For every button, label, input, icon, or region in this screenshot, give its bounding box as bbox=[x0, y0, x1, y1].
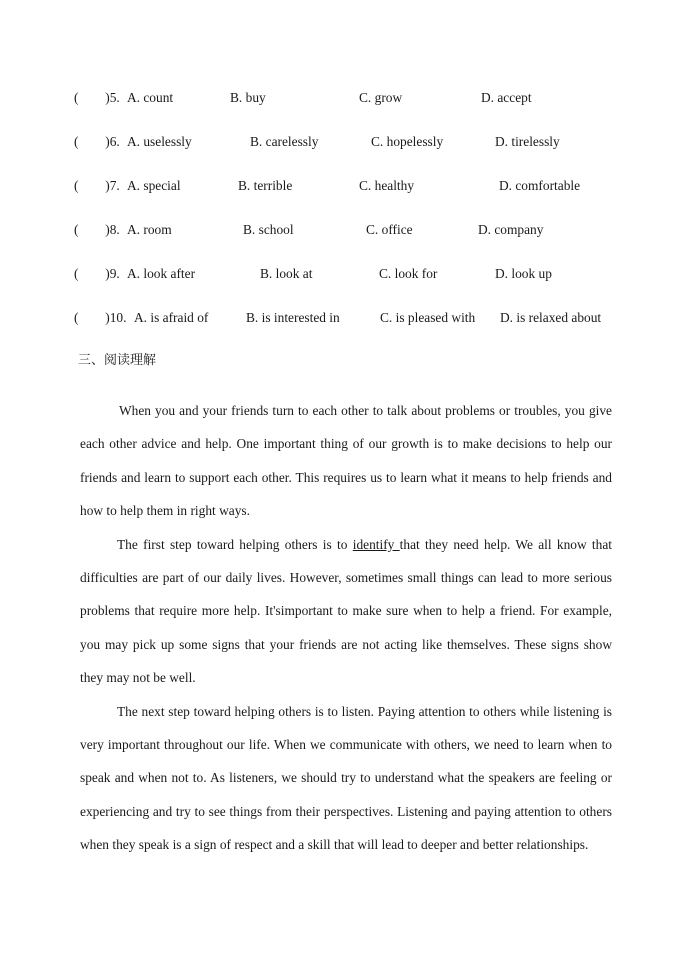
underlined-word: identify bbox=[352, 536, 400, 552]
option-d: D. tirelessly bbox=[495, 134, 560, 149]
option-b: B. look at bbox=[260, 266, 313, 281]
question-row-10 bbox=[0, 308, 688, 328]
option-c: C. grow bbox=[359, 90, 403, 105]
reading-passage bbox=[80, 394, 612, 862]
passage-paragraph-2 bbox=[80, 528, 612, 695]
passage-paragraph-3: The next step toward helping others is to listen. Paying attention to others while listening is very important throughout our life. When we communicate with others, we need to learn when to speak and when not to. As listeners, we should try to understand what the speakers are feeling or experiencing and try to see things from their perspectives. Listening and paying attention to others when they speak is a sign of respect and a skill that will lead to deeper and better relationships. bbox=[80, 703, 612, 853]
option-a: A. room bbox=[127, 222, 172, 237]
question-row-8 bbox=[0, 220, 688, 240]
question-number: ( )8. bbox=[74, 222, 120, 237]
option-a: A. look after bbox=[127, 266, 196, 281]
option-d: D. comfortable bbox=[499, 178, 581, 193]
option-c: C. hopelessly bbox=[371, 134, 444, 149]
passage-text: The first step toward helping others is to bbox=[117, 536, 353, 552]
option-b: B. carelessly bbox=[250, 134, 319, 149]
option-a: A. uselessly bbox=[127, 134, 192, 149]
option-d: D. company bbox=[478, 222, 544, 237]
option-d: D. look up bbox=[495, 266, 552, 281]
option-c: C. office bbox=[366, 222, 413, 237]
question-row-6 bbox=[0, 132, 688, 152]
question-number: ( )6. bbox=[74, 134, 120, 149]
option-a: A. special bbox=[127, 178, 181, 193]
option-a: A. count bbox=[127, 90, 174, 105]
passage-paragraph-1: When you and your friends turn to each other to talk about problems or troubles, you give each other advice and help. One important thing of our growth is to make decisions to help our friends and learn to support each other. This requires us to learn what it means to help friends and how to help them in right ways. bbox=[80, 403, 612, 519]
question-number: ( )9. bbox=[74, 266, 120, 281]
option-d: D. accept bbox=[481, 90, 532, 105]
option-c: C. is pleased with bbox=[380, 310, 476, 325]
passage-text: that they need help. We all know that difficulties are part of our daily lives. However, sometimes small things can lead to more serious problems that require more help. It'simportant to make sure when to help a friend. For example, you may pick up some signs that your friends are not acting like themselves. These signs show they may not be well. bbox=[80, 536, 613, 686]
question-number: ( )5. bbox=[74, 90, 120, 105]
option-b: B. is interested in bbox=[246, 310, 340, 325]
question-row-9 bbox=[0, 264, 688, 284]
option-c: C. healthy bbox=[359, 178, 415, 193]
question-row-5 bbox=[0, 88, 688, 108]
option-b: B. buy bbox=[230, 90, 266, 105]
option-b: B. school bbox=[243, 222, 294, 237]
option-b: B. terrible bbox=[238, 178, 293, 193]
option-a: A. is afraid of bbox=[134, 310, 209, 325]
question-row-7 bbox=[0, 176, 688, 196]
section-heading: 三、阅读理解 bbox=[78, 353, 157, 368]
question-number: ( )7. bbox=[74, 178, 120, 193]
question-number: ( )10. bbox=[74, 310, 127, 325]
option-c: C. look for bbox=[379, 266, 438, 281]
option-d: D. is relaxed about bbox=[500, 310, 602, 325]
